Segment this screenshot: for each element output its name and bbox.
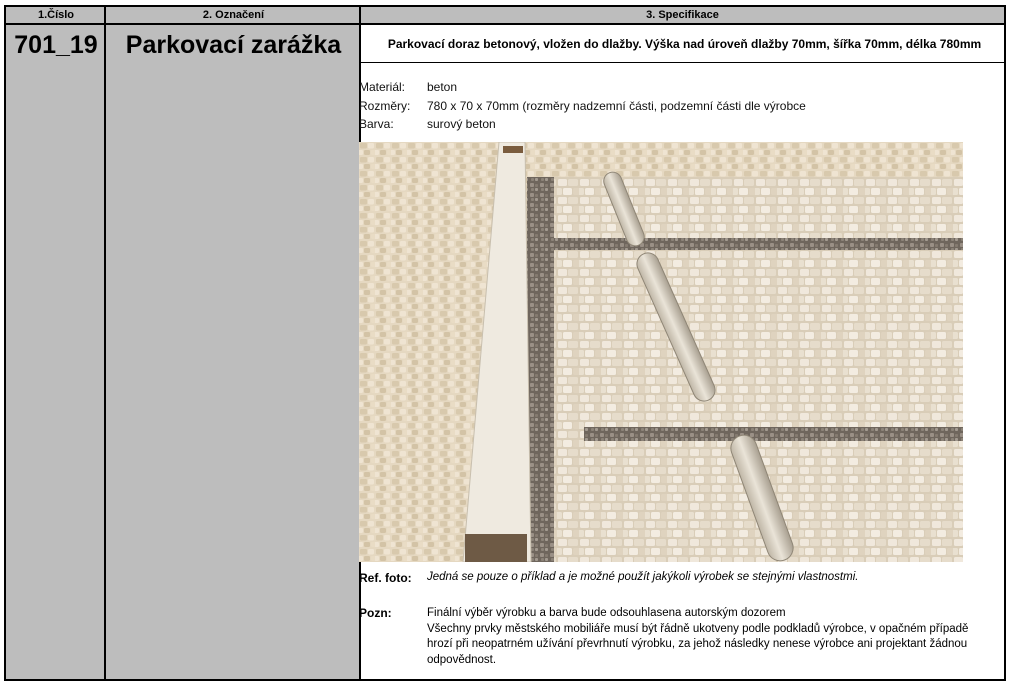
property-label: Rozměry:: [359, 98, 411, 113]
note-text: [427, 606, 987, 668]
property-row: [359, 115, 806, 134]
reference-photo-note: [359, 571, 858, 585]
property-label: Materiál:: [359, 80, 406, 94]
note-line: Všechny prvky městského mobiliáře musí být řádně ukotveny podle podkladů výrobce, v opačném případě hrozí při neopatrném užívání převrhnutí výrobku, za jehož následky nenese výrobce ani projektant žádnou odpovědnost.: [427, 622, 969, 666]
dark-stone-line: [584, 427, 963, 441]
property-row: [359, 97, 806, 116]
note-line: Finální výběr výrobku a barva bude odsouhlasena autorským dozorem: [427, 607, 786, 619]
property-value: surový beton: [427, 117, 496, 131]
header-designation: 2. Označení: [106, 7, 361, 25]
number-cell: [6, 25, 106, 679]
note-label: Pozn:: [359, 606, 392, 620]
dark-stone-line: [554, 238, 963, 250]
reference-photo: [359, 142, 963, 562]
item-description: Parkovací doraz betonový, vložen do dlažby. Výška nad úroveň dlažby 70mm, šířka 70mm, délka 780mm: [361, 25, 1004, 63]
header-specification: 3. Specifikace: [361, 7, 1004, 25]
column-divider: [104, 7, 106, 679]
parking-paving: [527, 177, 963, 562]
header-number: 1.Číslo: [6, 7, 106, 25]
dark-stone-border: [527, 177, 554, 562]
notes: [359, 606, 987, 668]
item-number: 701_19: [14, 31, 98, 59]
drain-cover: [503, 146, 523, 153]
drain-cover: [465, 534, 527, 562]
property-value: 780 x 70 x 70mm (rozměry nadzemní části, podzemní části dle výrobce: [427, 98, 806, 113]
property-label: Barva:: [359, 117, 394, 131]
properties-list: [359, 78, 806, 134]
designation-cell: [106, 25, 361, 679]
property-value: beton: [427, 80, 458, 94]
item-name: Parkovací zarážka: [125, 31, 342, 59]
ref-photo-label: Ref. foto:: [359, 571, 412, 585]
property-row: [359, 78, 806, 97]
ref-photo-text: Jedná se pouze o příklad a je možné použít jakýkoli výrobek se stejnými vlastnostmi.: [427, 571, 859, 583]
